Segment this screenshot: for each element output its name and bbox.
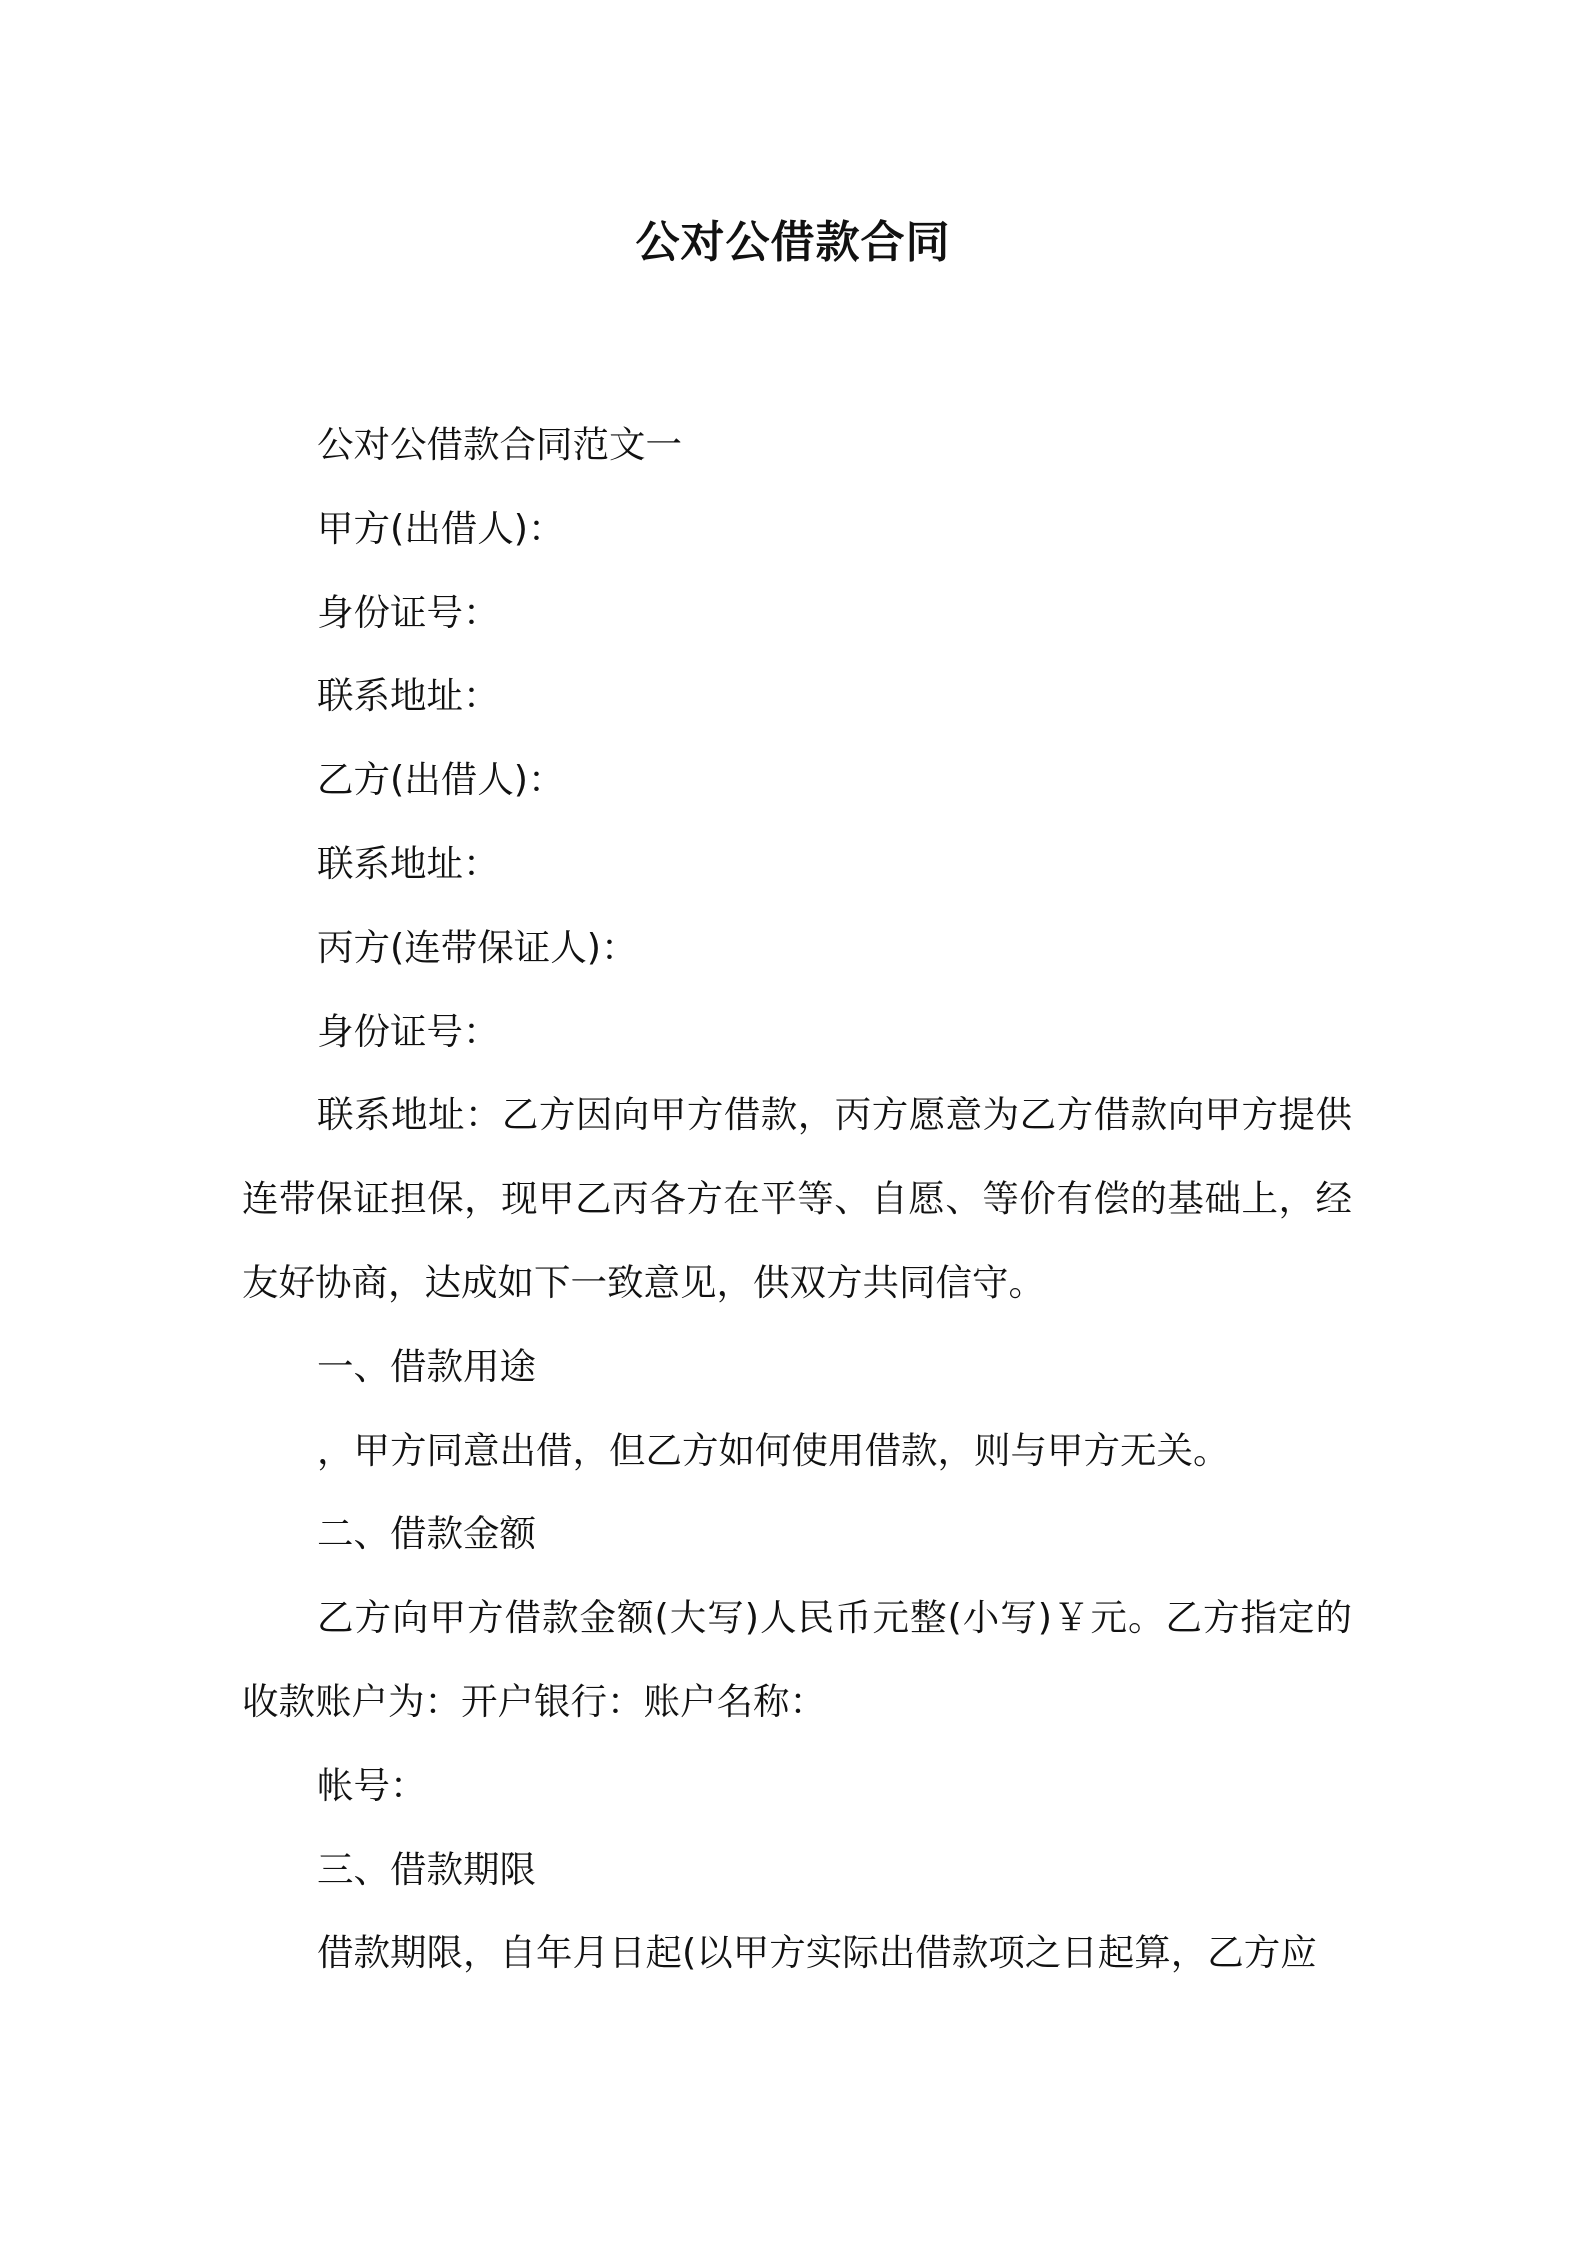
clause-3-text: 借款期限，自年月日起(以甲方实际出借款项之日起算，乙方应 [317, 1931, 1317, 1975]
party-b-address-label: 联系地址： [317, 841, 500, 885]
clause-1-text: ，甲方同意出借，但乙方如何使用借款，则与甲方无关。 [317, 1428, 1230, 1472]
party-c-id-label: 身份证号： [317, 1009, 500, 1053]
party-c-label: 丙方(连带保证人)： [317, 925, 638, 969]
clause-3-heading: 三、借款期限 [317, 1847, 536, 1891]
section-heading-sample: 公对公借款合同范文一 [317, 423, 682, 466]
clause-1-heading: 一、借款用途 [317, 1344, 536, 1388]
clause-2-text: 乙方向甲方借款金额(大写)人民币元整(小写)￥元。乙方指定的收款账户为：开户银行：账户名称： [242, 1596, 1352, 1723]
preamble-paragraph: 联系地址：乙方因向甲方借款，丙方愿意为乙方借款向甲方提供连带保证担保，现甲乙丙各方在平等、自愿、等价有偿的基础上，经友好协商，达成如下一致意见，供双方共同信守。 [242, 1093, 1352, 1304]
party-a-address-label: 联系地址： [317, 674, 500, 718]
party-a-id-label: 身份证号： [317, 590, 500, 634]
document-body [242, 403, 1352, 1995]
party-a-label: 甲方(出借人)： [317, 506, 565, 550]
party-b-label: 乙方(出借人)： [317, 758, 565, 802]
clause-2-heading: 二、借款金额 [317, 1512, 536, 1556]
document-title: 公对公借款合同 [635, 217, 951, 268]
account-number-label: 帐号： [317, 1763, 427, 1807]
